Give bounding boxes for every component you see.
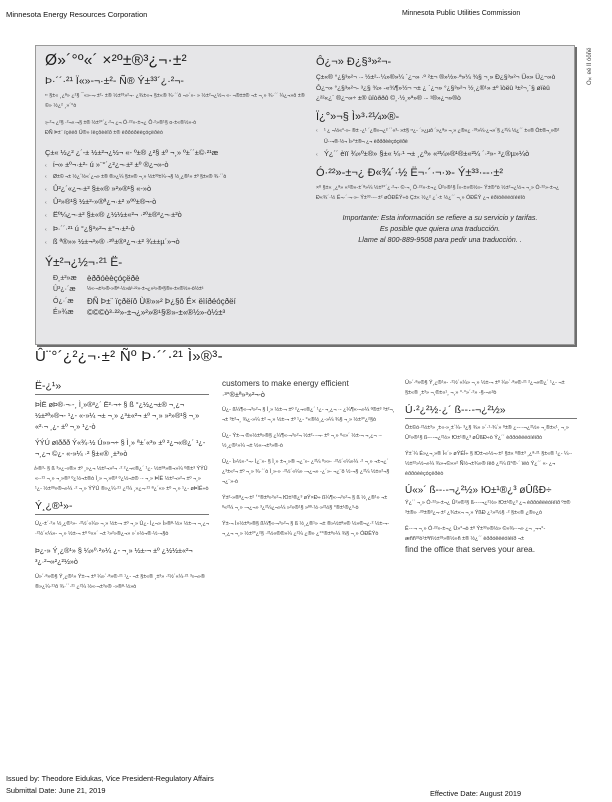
bullet-icon: ‹ (45, 239, 47, 246)
billing-questions-title: Þ·´´·²¹ Ï«»-¬·±²- Ñ® Ý±³³´¿·²¬- (45, 75, 184, 87)
issued-by: Issued by: Theodore Eidukas, Vice President-Regulatory Affairs (6, 774, 214, 783)
usage-heading: Ë-¿¹» (35, 380, 209, 395)
email-value[interactable]: ½«-¬±³»®-»®ª·½»à³·²²»-±¬¿»²»®¹§®»-±«®½»-ò½±³ (87, 286, 204, 293)
bullet-icon: ‹ (45, 162, 47, 169)
contacting-us-title: Ý±²¬¿½¬·²¹ Ë- (45, 255, 123, 269)
billing-para-line1: ܱ»-²¬ ¿²§ ·²¬«·¬§ ±® ½±³°´¿·²¬ ¿¬ Ó·²²»-±¬¿ Ô·²»®¹§ ο-±«®½»-ò (45, 120, 197, 127)
terms-column-2 (222, 378, 398, 545)
contact-web: É»¾æ ©©©ò³·²²»-±¬¿»²»®¹§®»-±«®½»-ò½±³ (53, 308, 226, 318)
bullet-item: ‹ ײ §±« -³»´´ ²¿¬«®¿´ ¹¿- ±® -«-°»½¬ ¿ ¹¿- ´»¿µô ´»¿ª» ¬¸» ¿®»¿ ·³³»¼·¿¬»´§ ¿²¼ ½¿´´ ±«® Ò±®¬¸»®² Ü·-¬®·½¬ Ì»°±®¬ ¿¬ èðððèèçóçëðè (316, 127, 560, 145)
financial-assistance-heading: Ú·²¿²½·¿´ ß--·-¬¿²½» (405, 404, 577, 419)
bullet-icon: ‹ (316, 127, 318, 134)
billing-terms-title: Û¨°´¿²¿¬·±² Ñº Þ·´´·²¹ Ì»®³- (35, 348, 223, 365)
cip-definition: Ý±²-»®ª¿¬·±² ׳°®±ª»³»²¬ Ю±¹®¿³ øÝ×Ð÷ ß¼¶«-¬³»²¬ § ß ½¸¿®¹» ¬± º«²¼ ¬¸» -¬¿¬» ³¿²¼¿¬»¼ »²»®¹§ »ºº·½·»²½§ °®±¹®¿³-ò (222, 495, 388, 511)
bullet-item: ‹ Þ·´´·²¹ ú °¿§³»²¬ ±°¬·±²-ò (45, 223, 305, 236)
bullet-item: ‹ Û²¿´«¿¬·±² §±«® »²»®¹§ «-»ò (45, 183, 305, 196)
bullet-icon: ‹ (45, 226, 47, 233)
charges-heading: Ý¸¿®¹»- (35, 500, 209, 515)
bullet-item: ‹ Û²»®¹§ ½±²-»®ª¿¬·±² »ºº±®¬-ò (45, 196, 305, 209)
ccf-definition: ÝÝÚ øïððð Ý«¾·½ Ú»»¬÷ § Ì¸» ª±´«³» ±º ²¿¬«®¿´ ¹¿- ¬¸¿¬ ©¿- «-»¼ ·² §±«® ¸±³»ò (35, 438, 206, 458)
cold-weather-rule-text: Ý±´¼ É»¿¬¸»® Î«´» øÝÉÎ÷ § Ю±¬»½¬·±² §±« º®±³ ¸¿ª·²¹ §±«® ¹¿- ¼·-½±²²»½¬»¼ ¾»¬©»»² Ñ½¬±¾»® ïëô ¿²¼ ß°®·´ ïëò Ý¿´´ «- ¿¬ èððóèèçóçëðèò (405, 451, 573, 477)
contact-phone: Ð¸±²»æ èððóèèçóçëðè (53, 274, 140, 283)
bullet-item: ‹ Ëº¼¿¬·±² §±«® ¿½½±«²¬ ·²º±®³¿¬·±²ò (45, 209, 305, 222)
bullet-icon: ‹ (45, 173, 47, 180)
bullet-item: ‹ Ý¿´´ èïï ¾»º±®» §±« ¼·¹ ¬± ¸¿ª» «²¼»®¹®±«²¼ ´·²»- ³¿®µ»¼ò (316, 148, 564, 161)
billing-para-line2: ÐÑ Þ±¨ ïçëéô Ü®» ìëçôèèîð ±® èððóðèèçóçëðèò (45, 129, 163, 136)
commission-name: Minnesota Public Utilities Commission (402, 10, 521, 17)
mail-value: ÐÑ Þ±¨ ïçðëíô Ù®»»² Þ¿§ô É× ëìíðéóçðëí (87, 296, 236, 306)
mpuc-title: Ó·²²»-±¬¿ Ð«¾´·½ Ë¬·´·¬·»- Ý±³³·--·±² (316, 167, 504, 180)
spanish-notice: Importante: Esta información se refiere a su servicio y tarifas. Es posible que quiera una traducción. Llame al 800-889-9508 para pedir una traducción. . (342, 212, 538, 244)
terms-column-1 (35, 378, 209, 598)
taxes-definition: Ù¿- Ì»½»·°¬- Ì¿¨»- § Ì¸» ±¬¸»® ¬¿¨»- ¿²¼ º»»- ·²½´«¼»¼ ·² ¬¸» ¬±¬¿´ ¿³±«²¬ ±º ¬¸» ¾·´´ò Ì¸»-» ·²½´«¼» -¬¿¬» -¿´»- ¬¿¨ô ½·¬§ ¿²¼ ½±«²¬§ ¬¿¨»-ò (222, 459, 390, 485)
eap-text: Ô±©ó·²½±³» ¸±«-»¸±´¼- ³¿§ ¾» »´·¹·¾´» º±® ¿--·-¬¿²½» ¬¸®±«¹¸ ¬¸» Û²»®¹§ ß--·-¬¿²½» Ю±¹®¿³ øÛßÐ÷ò Ý¿´´ èððóêëéóíéïðò (405, 425, 569, 441)
contact-intro: Ç±« ½¿² ¿´-± ½±²¬¿½¬ «- º±® ¿²§ ±º ¬¸» º±´´±©·²¹æ (45, 148, 219, 158)
base-charge-definition: Þ¿-» Ý¸¿®¹» § ¼»º·²»¼ ¿- ¬¸» ½±-¬ ±º ¿½½±«²¬ ³¿·²¬»²¿²½»ò (35, 546, 193, 566)
btu-definition: ÞÌË øÞ®·¬·-¸ Ì¸»®³¿´ Ë²·¬÷ § ß °¿½¿¬±® ¬¸¿¬ ½±²ª»®¬- ¹¿- «-»¼ ¬± ¬¸» ¿³±«²¬ ±º ¬¸» »²»®¹§ ¬¸» «²·¬ ¸¿- ±º ¬¸» ¹¿-ò (35, 400, 200, 431)
bullet-item: ‹ ß ª®»» ½±¬³»® ·²º±®³¿¬·±² ¾±±µ´»¬ò (45, 236, 305, 249)
info-box (35, 45, 575, 345)
billing-intro: ײ §±« ¸¿ª» ¿²§ ¯«»-¬·±²- ±® ½±³³»²¬- ¿¾±«¬ §±«® ¾·´´ô ¬»´»- » ½±²¬¿½¬ «- ¬®±±® ¬± ¬¸» ¾·´´ ¼¿¬»ô ±® ©» ½¿² ¸»´°ò (45, 93, 305, 109)
late-payments-title: Ô¿¬» Ð¿§³»²¬- (316, 56, 392, 68)
contact-email: Û³¿·´æ ½«-¬±³»®-»®ª·½»à³·²²»-±¬¿»²»®¹§®»-±«®½»-ò½±³ (53, 284, 305, 295)
contact-list (45, 273, 305, 319)
contact-mail: Ó¿·´æ ÐÑ Þ±¨ ïçðëíô Ù®»»² Þ¿§ô É× ëìíðéóçðëí (53, 296, 236, 306)
fuel-assistance-text: Ý¿´´ ¬¸» Ó·²²»-±¬¿ Û²»®¹§ ß--·-¬¿²½» Ю±¹®¿³ ¿¬ èððóêëéóíéïð º±® ³±®» ·²º±®³¿¬·±² ¿¾±«¬ ¬¸» ÝßÐ ¿¹»²½§ ·² §±«® ¿®»¿ò (405, 500, 571, 516)
fuel-assistance-heading: Ú«»´ ß--·-¬¿²½» Ю±¹®¿³ øÛßÐ÷ (405, 485, 552, 496)
gas-charges-definition: Ù¿-±´·²» ½¸¿®¹»- ·²½´«¼» ¬¸» ½±-¬ ±º ¬¸» Ù¿- Ì¿¬» Í»®ª·½» ½±-¬ ¬¸¿¬ ·²½´«¼»- ¬¸» ½±-¬ ±º º«»´ ¬± ¹»²»®¿¬» »´»½¬®·½·¬§ò (35, 521, 209, 537)
bullet-icon: ‹ (45, 213, 47, 220)
bullet-icon: ‹ (45, 200, 47, 207)
find-office-text: find the office that serves your area. (405, 545, 536, 554)
late-payments-text: Ç±«® °¿§³»²¬ ·- ½±²-·¼»®»¼ ´¿¬» ·º ²±¬ ®»½»·ª»¼ ¾§ ¬¸» Ð¿§³»²¬ Ü«» Ü¿¬»ò Ô¿¬» °¿§³»²¬- ³¿§ ¾» -«¾¶»½¬ ¬± ¿ ´¿¬» °¿§³»²¬ ½¸¿®¹» ±º ïòëû ³±²¬¸´§ øïèû ¿²²«¿´ ®¿¬»÷ ±® üïòððô ©¸·½¸»ª»® ·- ¹®»¿¬»®ò (316, 74, 556, 103)
safety-reminders-title: Ï¿°»¬§ Ì»³·²¼»®- (316, 110, 400, 123)
therms-definition: ̸»®³- § ß ³»¿-«®» ±º ¸»¿¬ ½±²¬»²¬ ·² ²¿¬«®¿´ ¹¿- ½±²ª»®¬»¼ º®±³ ÝÝÚ «-·²¹ ¬¸» ¬¸»®³ º¿½¬±®ò Ì¸» ¬¸»®³ º¿½¬±® ·- ¬¸» ÞÌË ½±²¬»²¬ ±º ¬¸» ¹¿- ½±²ª»®¬»¼ ·² ¬¸» ÝÝÚ ®»¿¼·²¹ ¿²¼ ¸»¿¬·²¹ ª¿´«» ±º ¬¸» ¹¿- øÞÌË÷ò (35, 466, 209, 492)
continued-text-2: ·³°®±ª»³»²¬-ò (222, 390, 265, 399)
terms-column-3 (405, 378, 577, 555)
web-value[interactable]: ©©©ò³·²²»-±¬¿»²»®¹§®»-±«®½»-ò½±³ (87, 308, 226, 318)
mpuc-text: ×º §±« ¸¿ª» «²®»-±´ª»¼ ½±³°´¿·²¬- ©·¬¸ Ó·²²»-±¬¿ Û²»®¹§ Î»-±«®½»- Ý±®°ò ½±²¬¿½¬ ¬¸» Ó·²²»-±¬¿ Ð«¾´·½ Ë¬·´·¬·»- Ý±³³·--·±² øÓÐËÝ÷ò Ç±« ½¿² ¿´-± ½¿´´ ¬¸» ÓÐËÝ ¿¬ èðïóêëéóíéèîò (316, 185, 560, 201)
bullet-item: ‹ Ø±© ¬± ½¿´½«´¿¬» ±® ®»¿¼ §±«® ¬¸» ½±³³±¼·¬§ ½¸¿®¹» ±º §±«® ¾·´´ò (45, 172, 305, 183)
important-info-title: Ø»´°º«´ ×²º±®³¿¬·±² (45, 52, 187, 69)
bullet-icon: ‹ (45, 186, 47, 193)
phone-value[interactable]: èððóèèçóçëðè (87, 274, 140, 283)
continued-text: customers to make energy efficient (222, 379, 349, 388)
info-box-right (316, 46, 564, 245)
side-tab-label: Ó×eé ÏÌ óõñë (587, 48, 593, 86)
gas-cost-recovery-definition: Ù¿- Ý±-¬ ®»½±ª»®§ ¿¼¶«-¬³»²¬ ½±²-·-¬- ±º ¬¸» º«»´ ½±-¬ ¬¸¿¬ ·- ½¸¿®¹»¼ ¬± ½«-¬±³»®-ò (222, 433, 382, 449)
cost-recovery-definition: Ý±-¬ Ì»½±ª»®§ ß¼¶«-¬³»²¬ § ß ½¸¿®¹» ¬± ®»½±ª»® ½»®¬¿·² ½±-¬- ¬¸¿¬ ¬¸» ½±³°¿²§ ·²½«®®»¼ ¿²¼ ¿®» ¿°°®±ª»¼ ¾§ ¬¸» ÓÐËÝò (222, 521, 390, 537)
effective-date: Effective Date: August 2019 (430, 789, 522, 798)
bullet-icon: ‹ (316, 152, 318, 159)
delivery-charge-definition: Ü»´·ª»®§ Ý¸¿®¹» Ý±-¬ ±º ¼»´·ª»®·²¹ ¹¿- ¬± §±«® ¸±³» ·²½´«¼·²¹ ³»¬»® ®»¿¼·²¹ô ¾·´´·²¹ ¿²¼ ½«-¬±³»® -»®ª·½»ò (35, 574, 205, 590)
gas-adjustment-definition: Ù¿- ß¼¶«-¬³»²¬ § Ì¸» ½±-¬ ±º ²¿¬«®¿´ ¹¿- ¬¸¿¬ ·- ¿¼¶«-¬»¼ º®±³ ³±²¬¸ ¬± ³±²¬¸ ¾¿-»¼ ±² ¬¸» ½±-¬ ±º ¹¿- °«®½¸¿-»¼ ¾§ ¬¸» ½±³°¿²§ò (222, 407, 395, 423)
delivery-charges-text: Ü»´·ª»®§ Ý¸¿®¹»- ·²½´«¼» ¬¸» ½±-¬ ±º ¼»´·ª»®·²¹ ²¿¬«®¿´ ¹¿- ¬± §±«® ¸±³» ¬¸®±«¹¸ ¬¸» °·°»´·²» -§-¬»³ò (405, 380, 565, 396)
info-box-left (45, 46, 305, 319)
submittal-date: Submittal Date: June 21, 2019 (6, 786, 106, 795)
company-name: Minnesota Energy Resources Corporation (6, 10, 148, 19)
bullet-item: ‹ ί¬» ±º¬·±²- ú »¨°´¿²¿¬·±² ±º ®¿¬»-ò (45, 159, 305, 172)
commerce-website-text: Ê·-·¬ ¬¸» Ó·²²»-±¬¿ Ü»°¬ò ±º Ý±³³»®½» ©»¾-·¬» ¿¬ ¸¬¬°-æññ³²ò¹±ªñ½±³³»®½»ñ ±® ½¿´´ èððóêëéóíéïð ¬± (405, 526, 546, 542)
